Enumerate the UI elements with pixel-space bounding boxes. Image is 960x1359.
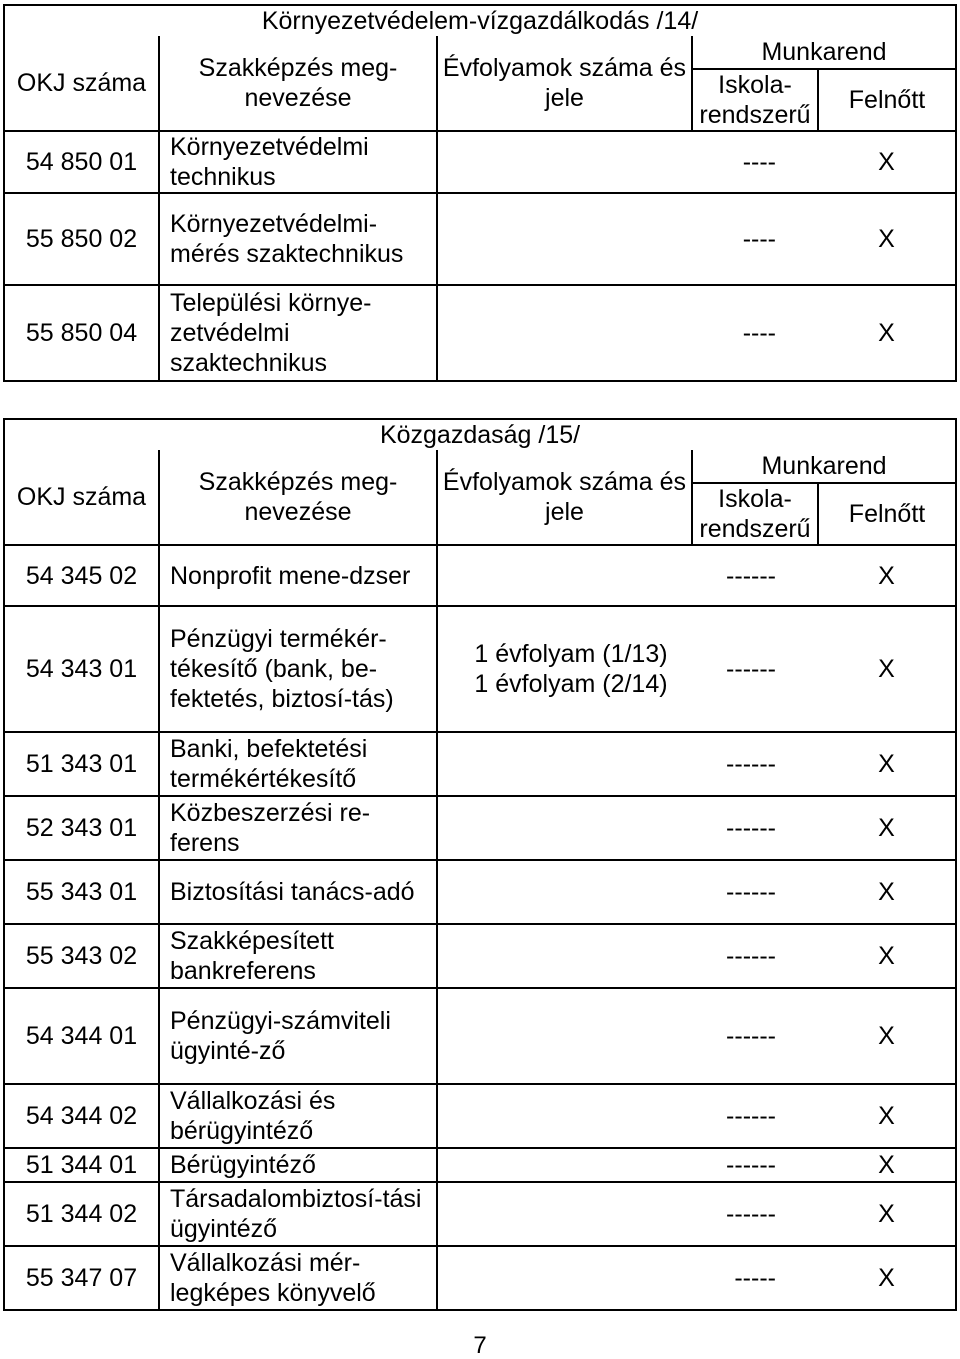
iskola-value: ------ xyxy=(692,606,818,732)
felnott-value: X xyxy=(818,545,956,606)
okj-code: 55 850 04 xyxy=(4,285,159,381)
felnott-value: X xyxy=(818,1148,956,1182)
evfolyam-cell xyxy=(437,1182,692,1246)
felnott-value: X xyxy=(818,1246,956,1310)
evfolyam-cell xyxy=(437,193,692,285)
okj-code: 54 344 02 xyxy=(4,1084,159,1148)
felnott-value: X xyxy=(818,606,956,732)
header-okj: OKJ száma xyxy=(4,450,159,545)
felnott-value: X xyxy=(818,131,956,193)
table-row xyxy=(4,1246,956,1310)
okj-code: 54 343 01 xyxy=(4,606,159,732)
qualification-name: Pénzügyi termékér-tékesítő (bank, be-fektetés, biztosí-tás) xyxy=(159,606,437,732)
evfolyam-cell xyxy=(437,606,692,732)
iskola-value: ------ xyxy=(692,796,818,860)
evfolyam-cell xyxy=(437,796,692,860)
table-title: Közgazdaság /15/ xyxy=(4,419,956,450)
evfolyam-line: 1 évfolyam (2/14) xyxy=(474,670,668,698)
iskola-value: ------ xyxy=(692,1148,818,1182)
header-iskolarendszeru: Iskola-rendszerű xyxy=(692,483,818,545)
evfolyam-cell xyxy=(437,1148,692,1182)
qualification-name: Környezetvédelmi technikus xyxy=(159,131,437,193)
qualification-name: Bérügyintéző xyxy=(159,1148,437,1182)
header-munkarend: Munkarend xyxy=(692,450,956,483)
qualification-name: Közbeszerzési re-ferens xyxy=(159,796,437,860)
okj-code: 51 344 01 xyxy=(4,1148,159,1182)
header-szakkepzes: Szakképzés meg-nevezése xyxy=(159,450,437,545)
table-kozgazdasag xyxy=(3,418,957,1311)
table-kornyezetvedelem xyxy=(3,4,957,382)
header-felnott: Felnőtt xyxy=(818,69,956,131)
iskola-value: ------ xyxy=(692,924,818,988)
felnott-value: X xyxy=(818,860,956,924)
evfolyam-cell xyxy=(437,131,692,193)
evfolyam-cell xyxy=(437,988,692,1084)
qualification-name: Társadalombiztosí-tási ügyintéző xyxy=(159,1182,437,1246)
evfolyam-cell xyxy=(437,1246,692,1310)
evfolyam-cell xyxy=(437,860,692,924)
okj-code: 55 343 02 xyxy=(4,924,159,988)
header-iskolarendszeru: Iskola-rendszerű xyxy=(692,69,818,131)
table-row xyxy=(4,1148,956,1182)
page-number: 7 xyxy=(473,1332,487,1359)
felnott-value: X xyxy=(818,732,956,796)
header-evfolyamok: Évfolyamok száma és jele xyxy=(437,36,692,131)
header-okj: OKJ száma xyxy=(4,36,159,131)
qualification-name: Banki, befektetési termékértékesítő xyxy=(159,732,437,796)
evfolyam-line: 1 évfolyam (1/13) xyxy=(474,640,668,668)
table-row xyxy=(4,1084,956,1148)
iskola-value: ------ xyxy=(692,988,818,1084)
felnott-value: X xyxy=(818,988,956,1084)
okj-code: 55 343 01 xyxy=(4,860,159,924)
table-row xyxy=(4,988,956,1084)
okj-code: 51 343 01 xyxy=(4,732,159,796)
felnott-value: X xyxy=(818,796,956,860)
felnott-value: X xyxy=(818,285,956,381)
qualification-name: Vállalkozási mér-legképes könyvelő xyxy=(159,1246,437,1310)
qualification-name: Vállalkozási és bérügyintéző xyxy=(159,1084,437,1148)
felnott-value: X xyxy=(818,193,956,285)
table-row xyxy=(4,193,956,285)
felnott-value: X xyxy=(818,1084,956,1148)
header-felnott: Felnőtt xyxy=(818,483,956,545)
table-row xyxy=(4,796,956,860)
header-szakkepzes: Szakképzés meg-nevezése xyxy=(159,36,437,131)
table-row xyxy=(4,131,956,193)
qualification-name: Nonprofit mene-dzser xyxy=(159,545,437,606)
iskola-value: ------ xyxy=(692,1182,818,1246)
qualification-name: Biztosítási tanács-adó xyxy=(159,860,437,924)
table-row xyxy=(4,545,956,606)
qualification-name: Környezetvédelmi-mérés szaktechnikus xyxy=(159,193,437,285)
okj-code: 55 347 07 xyxy=(4,1246,159,1310)
iskola-value: ------ xyxy=(692,860,818,924)
okj-code: 54 850 01 xyxy=(4,131,159,193)
iskola-value: ---- xyxy=(692,193,818,285)
iskola-value: ----- xyxy=(692,1246,818,1310)
table-row xyxy=(4,285,956,381)
felnott-value: X xyxy=(818,1182,956,1246)
iskola-value: ---- xyxy=(692,285,818,381)
table-row xyxy=(4,732,956,796)
evfolyam-cell xyxy=(437,924,692,988)
table-row xyxy=(4,1182,956,1246)
okj-code: 54 344 01 xyxy=(4,988,159,1084)
qualification-name: Szakképesített bankreferens xyxy=(159,924,437,988)
table-title: Környezetvédelem-vízgazdálkodás /14/ xyxy=(4,5,956,36)
okj-code: 52 343 01 xyxy=(4,796,159,860)
evfolyam-cell xyxy=(437,285,692,381)
okj-code: 55 850 02 xyxy=(4,193,159,285)
table-row xyxy=(4,924,956,988)
iskola-value: ------ xyxy=(692,545,818,606)
table-row xyxy=(4,860,956,924)
table-row xyxy=(4,606,956,732)
okj-code: 54 345 02 xyxy=(4,545,159,606)
iskola-value: ------ xyxy=(692,1084,818,1148)
felnott-value: X xyxy=(818,924,956,988)
qualification-name: Települési környe-zetvédelmi szaktechnikus xyxy=(159,285,437,381)
iskola-value: ---- xyxy=(692,131,818,193)
evfolyam-cell xyxy=(437,545,692,606)
header-munkarend: Munkarend xyxy=(692,36,956,69)
evfolyam-cell xyxy=(437,1084,692,1148)
qualification-name: Pénzügyi-számviteli ügyinté-ző xyxy=(159,988,437,1084)
header-evfolyamok: Évfolyamok száma és jele xyxy=(437,450,692,545)
okj-code: 51 344 02 xyxy=(4,1182,159,1246)
iskola-value: ------ xyxy=(692,732,818,796)
evfolyam-cell xyxy=(437,732,692,796)
